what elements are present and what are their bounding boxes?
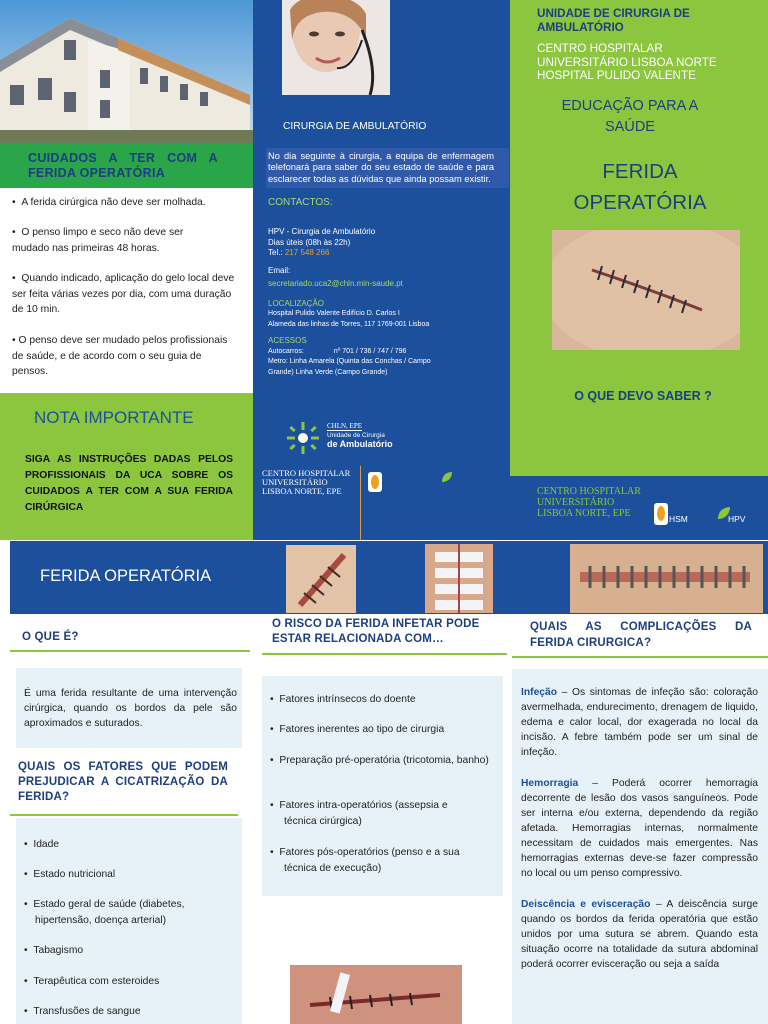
location-line-1: Hospital Pulido Valente Edifício D. Carlos I <box>268 310 400 318</box>
nurse-phone-photo <box>282 0 390 95</box>
what-is-text: É uma ferida resultante de uma intervenção cirúrgica, quando os bordos da pele são aproximados e suturados. <box>24 688 237 729</box>
section-rule <box>262 653 507 655</box>
care-item-3: • Quando indicado, aplicação do gelo local deve ser feita várias vezes por dia, com uma duração de 10 min. <box>12 273 235 316</box>
contact-unit: HPV - Cirurgia de Ambulatório <box>268 227 376 237</box>
important-note-title: NOTA IMPORTANTE <box>34 408 194 427</box>
uca-logo: CHLN, EPE Unidade de Cirurgia de Ambulatório <box>285 418 397 458</box>
email-link[interactable]: secretariado.uca2@chln.min-saude.pt <box>268 279 403 289</box>
risk-item: • Fatores pós-operatórios (penso e a sua técnica de execução) <box>270 847 460 874</box>
care-item-4: • O penso deve ser mudado pelos profissionais de saúde, e de acordo com o seu guia de pensos. <box>12 335 228 378</box>
footer-hospital: CENTRO HOSPITALAR UNIVERSITÁRIO LISBOA NORTE, EPE <box>537 486 641 519</box>
contact-phone: Tel.: 217 548 266 <box>268 248 330 258</box>
metro-line-1: Metro: Linha Amarela (Quinta das Conchas / Campo <box>268 358 431 366</box>
bus-line: Autocarros: nº 701 / 736 / 747 / 796 <box>268 347 407 355</box>
hsm-logo-text: HSM <box>669 514 688 524</box>
risk-item: • Preparação pré-operatória (tricotomia, banho) <box>270 755 489 766</box>
infection-paragraph: Infeção – Os sintomas de infeção são: coloração avermelhada, endurecimento, drenagem de liquido, edema e calor local, dor exagerada no local da incisão. A febre também pode ser um sinal de infeção. <box>521 687 758 758</box>
hsm-logo-icon <box>654 503 668 525</box>
factor-item: • Transfusões de sangue <box>24 1006 141 1017</box>
banner-title: FERIDA OPERATÓRIA <box>40 567 212 585</box>
care-item-2: • O penso limpo e seco não deve ser mudado nas primeiras 48 horas. <box>12 227 184 254</box>
important-note-text: SIGA AS INSTRUÇÕES DADAS PELOS PROFISSIONAIS DA UCA SOBRE OS CUIDADOS A TER COM A SUA FERIDA CIRÚRGICA <box>25 454 233 513</box>
factor-item: • Estado nutricional <box>24 869 116 880</box>
wound-photo-1 <box>286 545 356 613</box>
dehiscence-paragraph: Deiscência e evisceração – A deiscência surge quando os bordos da ferida operatória que estão unidos por uma sutura se abrem. Quando esta situação ocorre na totalidade da sutura abdominal poderá ocorrer evisceração ou seja a saída <box>521 899 759 970</box>
risk-title: O RISCO DA FERIDA INFETAR PODE ESTAR RELACIONADA COM… <box>272 618 480 645</box>
care-item-1: • A ferida cirúrgica não deve ser molhada. <box>12 197 206 208</box>
question-title: O QUE DEVO SABER ? <box>574 389 712 403</box>
divider <box>360 466 361 540</box>
factor-item: • Idade <box>24 839 60 850</box>
main-title: FERIDA OPERATÓRIA <box>573 160 707 214</box>
uca-star-icon <box>285 420 321 456</box>
section-rule <box>10 650 250 652</box>
factors-title: QUAIS OS FATORES QUE PODEM PREJUDICAR A CICATRIZAÇÃO DA FERIDA? <box>18 761 228 803</box>
wound-photo-4 <box>290 965 462 1024</box>
education-title: EDUCAÇÃO PARA A SAÚDE <box>561 98 699 135</box>
what-is-title: O QUE É? <box>22 631 79 643</box>
contacts-label: CONTACTOS: <box>268 196 333 208</box>
metro-line-2: Grande) Linha Verde (Campo Grande) <box>268 368 388 376</box>
contact-hours: Dias úteis (08h às 22h) <box>268 237 351 247</box>
wound-photo <box>552 230 740 350</box>
hospital-building-photo <box>0 0 253 143</box>
factor-item: • Terapêutica com esteroides <box>24 976 160 987</box>
risk-item: • Fatores inerentes ao tipo de cirurgia <box>270 724 445 735</box>
complications-title: QUAIS AS COMPLICAÇÕES DA FERIDA CIRURGICA? <box>530 621 752 649</box>
risk-item: • Fatores intra-operatórios (assepsia e técnica cirúrgica) <box>270 800 448 827</box>
access-label: ACESSOS <box>268 336 307 346</box>
hpv-logo-text: HPV <box>728 514 746 524</box>
intro-text: No dia seguinte à cirurgia, a equipa de enfermagem telefonará para saber do seu estado de saúde e para esclarecer todas as dúvidas que ainda possam existir. <box>268 151 494 184</box>
banner-edge <box>0 541 10 614</box>
location-line-2: Alameda das linhas de Torres, 117 1769-001 Lisboa <box>268 320 430 328</box>
hsm-logo-icon <box>368 472 382 492</box>
hospital-lines: CENTRO HOSPITALAR UNIVERSITÁRIO LISBOA NORTE HOSPITAL PULIDO VALENTE <box>537 42 717 82</box>
middle-info <box>268 151 494 378</box>
section-rule <box>10 814 238 816</box>
unit-title: UNIDADE DE CIRURGIA DE AMBULATÓRIO <box>537 7 690 34</box>
wound-photo-2 <box>425 544 493 613</box>
risk-item: • Fatores intrínsecos do doente <box>270 694 416 705</box>
location-label: LOCALIZAÇÃO <box>268 298 325 308</box>
email-label: Email: <box>268 265 291 275</box>
hpv-leaf-icon <box>440 470 454 484</box>
middle-heading: CIRURGIA DE AMBULATÓRIO <box>283 121 427 132</box>
complications-text <box>521 685 758 988</box>
wound-photo-3 <box>570 544 763 613</box>
chln-address: CENTRO HOSPITALAR UNIVERSITÁRIO LISBOA NORTE, EPE <box>262 468 351 496</box>
factor-item: • Estado geral de saúde (diabetes, hipertensão, doença arterial) <box>24 899 185 926</box>
section-rule <box>512 656 768 658</box>
hemorrhage-paragraph: Hemorragia – Poderá ocorrer hemorragia decorrente de lesão dos vasos sanguíneos. Pode ser interna e/ou externa, dependendo da região afetada. Hemorragias internas, normalmente necessitam de cuidados mais emergentes. Nas hemorragias externas deve-se fazer compressão no local ou um penso compressivo. <box>521 778 758 879</box>
care-title: CUIDADOS A TER COM A FERIDA OPERATÓRIA <box>28 151 218 180</box>
factor-item: • Tabagismo <box>24 945 84 956</box>
